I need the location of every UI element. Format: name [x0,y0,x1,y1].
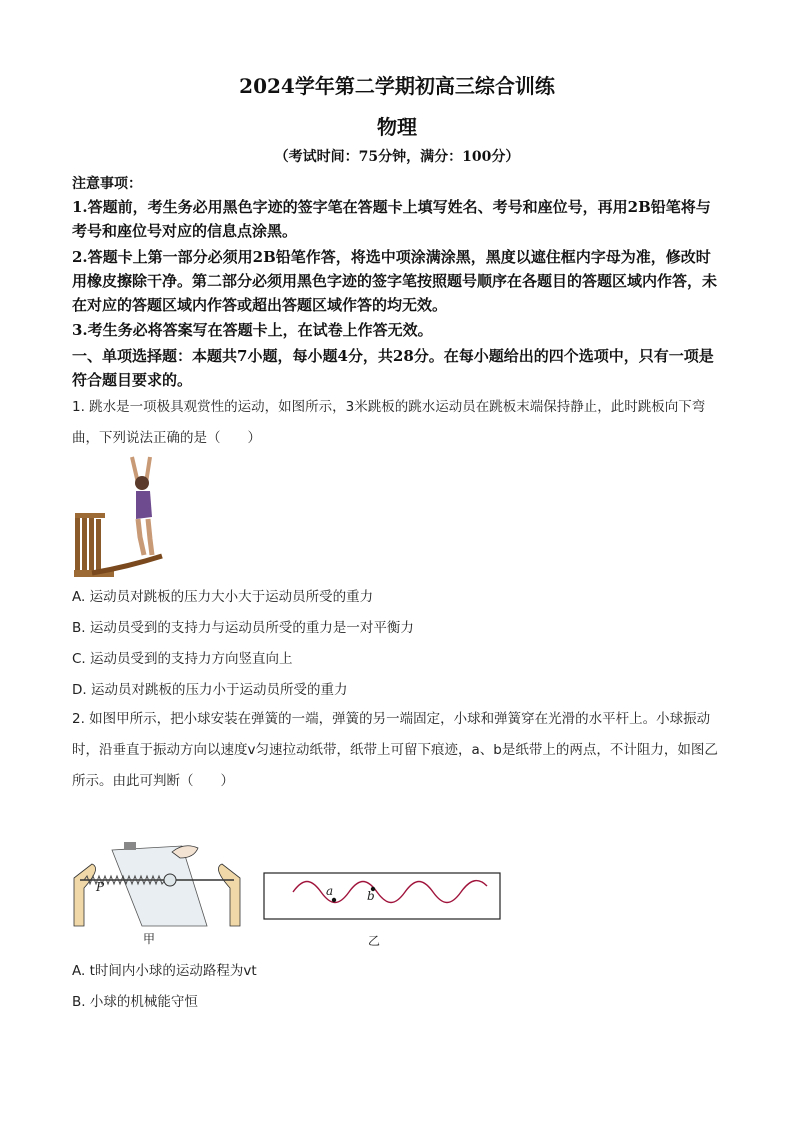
exam-title: 2024学年第二学期初高三综合训练 [239,74,555,98]
figure-a-caption: 甲 [143,932,156,946]
note-item-1: 1.答题前，考生务必用黑色字迹的签字笔在答题卡上填写姓名、考号和座位号，再用2B铅笔将与考号和座位号对应的信息点涂黑。 [72,198,711,240]
note-item-2: 2.答题卡上第一部分必须用2B铅笔作答，将选中项涂满涂黑，黑度以遮住框内字母为准，修改时用橡皮擦除干净。第二部分必须用黑色字迹的签字笔按照题号顺序在各题目的答题区域内作答，未在对应的答题区域内作答或超出答题区域作答的均无效。 [72,248,718,314]
question-1-option-a[interactable]: A. 运动员对跳板的压力大小大于运动员所受的重力 [72,589,374,605]
question-1-stem: 1. 跳水是一项极具观赏性的运动，如图所示，3米跳板的跳水运动员在跳板末端保持静止，此时跳板向下弯曲，下列说法正确的是（ ） [72,399,706,446]
notes-heading: 注意事项： [72,176,142,192]
point-b-label: b [367,889,375,903]
question-1-option-d[interactable]: D. 运动员对跳板的压力小于运动员所受的重力 [72,682,348,698]
wave-trace-figure [263,872,501,920]
exam-info: （考试时间：75分钟，满分：100分） [274,149,520,165]
figure-b-caption: 乙 [368,934,381,948]
note-item-3: 3.考生务必将答案写在答题卡上，在试卷上作答无效。 [72,321,433,339]
point-p-label: P [96,880,105,894]
question-2-stem: 2. 如图甲所示，把小球安装在弹簧的一端，弹簧的另一端固定，小球和弹簧穿在光滑的水平杆上。小球振动时，沿垂直于振动方向以速度v匀速拉动纸带，纸带上可留下痕迹，a、b是纸带上的两点，不计阻力，如图乙所示。由此可判断（ ） [72,711,718,789]
subject-title: 物理 [377,115,417,139]
question-1-option-c[interactable]: C. 运动员受到的支持力方向竖直向上 [72,651,293,667]
section-heading: 一、单项选择题：本题共7小题，每小题4分，共28分。在每小题给出的四个选项中，只有一项是符合题目要求的。 [72,347,714,389]
diving-board-figure [72,455,182,580]
question-1-option-b[interactable]: B. 运动员受到的支持力与运动员所受的重力是一对平衡力 [72,620,414,636]
spring-oscillator-figure [72,828,242,928]
question-2-option-a[interactable]: A. t时间内小球的运动路程为vt [72,963,257,979]
point-a-label: a [326,884,334,898]
question-2-option-b[interactable]: B. 小球的机械能守恒 [72,994,198,1010]
